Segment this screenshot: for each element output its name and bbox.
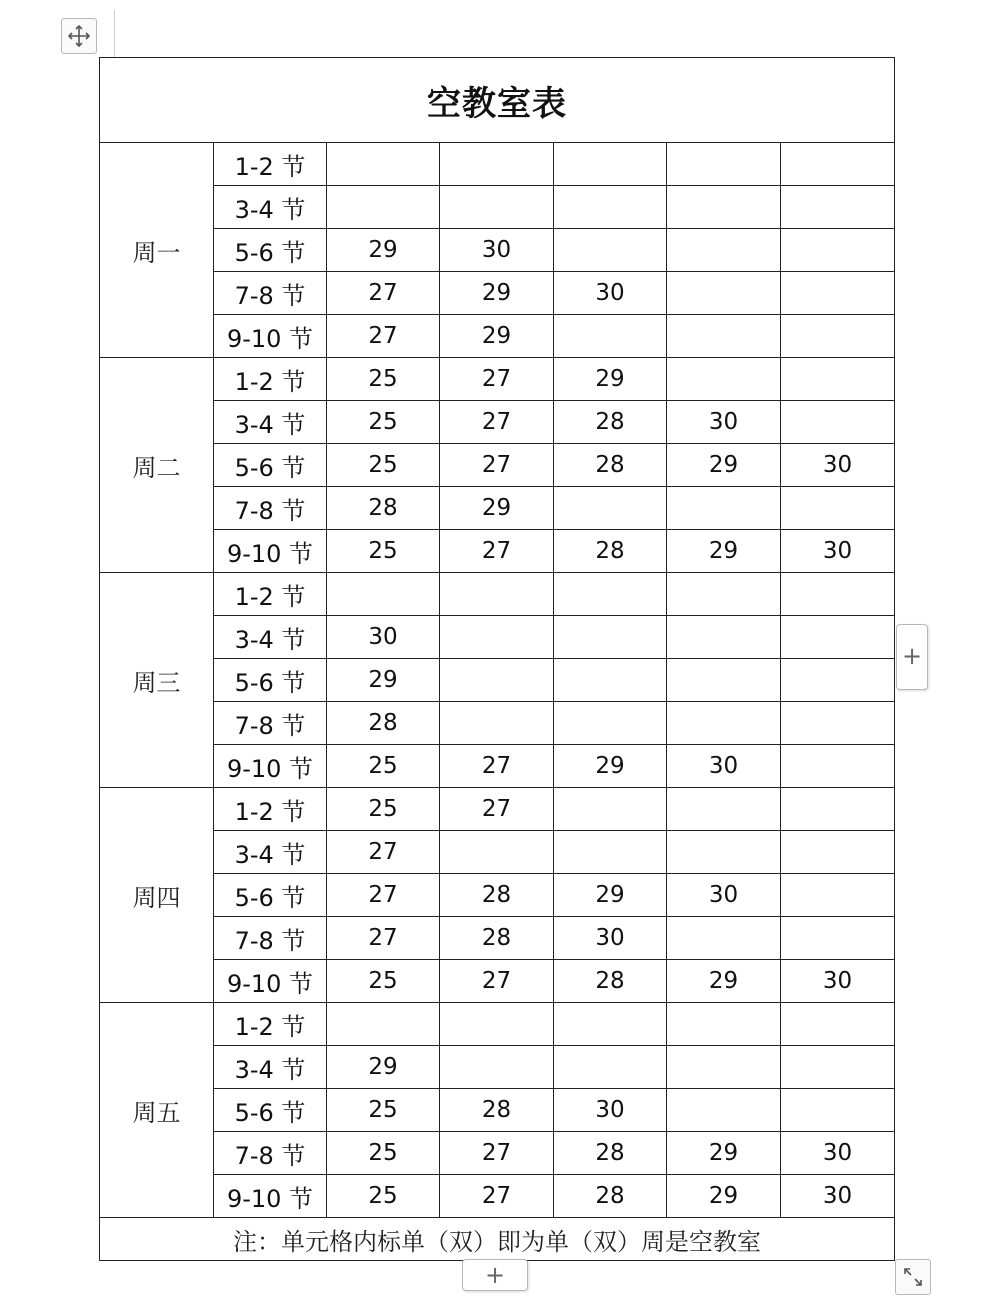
- room-cell[interactable]: [781, 272, 895, 315]
- room-cell[interactable]: 25: [327, 358, 440, 401]
- table-row: [100, 272, 895, 315]
- period-label[interactable]: 7-8 节: [214, 702, 327, 745]
- room-cell[interactable]: [440, 1046, 554, 1089]
- room-cell[interactable]: 29: [667, 444, 781, 487]
- room-cell[interactable]: [440, 1003, 554, 1046]
- table-row: [100, 487, 895, 530]
- room-cell[interactable]: [440, 573, 554, 616]
- room-cell[interactable]: [327, 1003, 440, 1046]
- room-cell[interactable]: [440, 702, 554, 745]
- resize-diagonal-icon: [902, 1266, 924, 1288]
- room-cell[interactable]: 29: [327, 1046, 440, 1089]
- table-row: [100, 315, 895, 358]
- room-cell[interactable]: 29: [667, 530, 781, 573]
- period-label[interactable]: 9-10 节: [214, 530, 327, 573]
- room-cell[interactable]: 28: [554, 1132, 667, 1175]
- room-cell[interactable]: [667, 186, 781, 229]
- room-cell[interactable]: 27: [440, 1132, 554, 1175]
- period-label[interactable]: 1-2 节: [214, 358, 327, 401]
- room-cell[interactable]: [781, 745, 895, 788]
- period-label[interactable]: 5-6 节: [214, 229, 327, 272]
- day-label[interactable]: 周一: [100, 143, 214, 358]
- room-cell[interactable]: [667, 1046, 781, 1089]
- period-label[interactable]: 1-2 节: [214, 573, 327, 616]
- room-cell[interactable]: 29: [667, 1175, 781, 1218]
- room-cell[interactable]: 30: [554, 272, 667, 315]
- table-row: [100, 1175, 895, 1218]
- room-cell[interactable]: 30: [440, 229, 554, 272]
- table-row: [100, 874, 895, 917]
- room-cell[interactable]: 29: [327, 659, 440, 702]
- room-cell[interactable]: [667, 702, 781, 745]
- period-label[interactable]: 9-10 节: [214, 315, 327, 358]
- room-cell[interactable]: [554, 702, 667, 745]
- room-cell[interactable]: 27: [440, 745, 554, 788]
- room-cell[interactable]: [554, 831, 667, 874]
- room-cell[interactable]: 28: [554, 401, 667, 444]
- room-cell[interactable]: 27: [440, 444, 554, 487]
- period-label[interactable]: 3-4 节: [214, 1046, 327, 1089]
- room-cell[interactable]: [554, 659, 667, 702]
- room-cell[interactable]: 30: [667, 401, 781, 444]
- room-cell[interactable]: 25: [327, 745, 440, 788]
- period-label[interactable]: 3-4 节: [214, 831, 327, 874]
- room-cell[interactable]: [667, 1003, 781, 1046]
- table-row: [100, 960, 895, 1003]
- room-cell[interactable]: 29: [440, 272, 554, 315]
- room-cell[interactable]: [781, 186, 895, 229]
- add-row-button[interactable]: [462, 1259, 528, 1291]
- room-cell[interactable]: [667, 659, 781, 702]
- room-cell[interactable]: [667, 788, 781, 831]
- day-label[interactable]: 周三: [100, 573, 214, 788]
- room-cell[interactable]: 27: [327, 917, 440, 960]
- period-label[interactable]: 5-6 节: [214, 444, 327, 487]
- period-label[interactable]: 7-8 节: [214, 917, 327, 960]
- room-cell[interactable]: 27: [327, 272, 440, 315]
- room-cell[interactable]: 27: [440, 358, 554, 401]
- room-cell[interactable]: 29: [440, 487, 554, 530]
- room-cell[interactable]: 27: [327, 831, 440, 874]
- room-cell[interactable]: [667, 229, 781, 272]
- table-move-handle[interactable]: [61, 18, 97, 54]
- room-cell[interactable]: [554, 616, 667, 659]
- room-cell[interactable]: [667, 358, 781, 401]
- period-label[interactable]: 3-4 节: [214, 616, 327, 659]
- room-cell[interactable]: 27: [327, 315, 440, 358]
- room-cell[interactable]: [667, 573, 781, 616]
- room-cell[interactable]: 25: [327, 788, 440, 831]
- room-cell[interactable]: [781, 315, 895, 358]
- table-row: [100, 573, 895, 616]
- plus-icon: +: [901, 642, 923, 670]
- room-cell[interactable]: 30: [781, 444, 895, 487]
- move-arrows-icon: [67, 24, 91, 48]
- room-cell[interactable]: [667, 831, 781, 874]
- room-cell[interactable]: [781, 487, 895, 530]
- room-cell[interactable]: 28: [554, 960, 667, 1003]
- room-cell[interactable]: 25: [327, 444, 440, 487]
- period-label[interactable]: 7-8 节: [214, 487, 327, 530]
- room-cell[interactable]: [781, 401, 895, 444]
- table-note[interactable]: 注：单元格内标单（双）即为单（双）周是空教室: [100, 1218, 895, 1261]
- room-cell[interactable]: 27: [440, 960, 554, 1003]
- room-cell[interactable]: 28: [554, 444, 667, 487]
- room-cell[interactable]: 27: [327, 874, 440, 917]
- room-cell[interactable]: 30: [781, 1175, 895, 1218]
- room-cell[interactable]: [667, 917, 781, 960]
- table-row: [100, 616, 895, 659]
- room-cell[interactable]: 25: [327, 1089, 440, 1132]
- room-cell[interactable]: 25: [327, 960, 440, 1003]
- room-cell[interactable]: 30: [781, 530, 895, 573]
- room-cell[interactable]: 27: [440, 788, 554, 831]
- note-row: [100, 1218, 895, 1261]
- room-cell[interactable]: 29: [554, 874, 667, 917]
- room-cell[interactable]: [781, 917, 895, 960]
- room-cell[interactable]: 25: [327, 401, 440, 444]
- table-row: [100, 1132, 895, 1175]
- period-label[interactable]: 1-2 节: [214, 143, 327, 186]
- room-cell[interactable]: [781, 616, 895, 659]
- room-cell[interactable]: [667, 272, 781, 315]
- room-cell[interactable]: [781, 358, 895, 401]
- room-cell[interactable]: [781, 788, 895, 831]
- room-cell[interactable]: [554, 186, 667, 229]
- table-row: [100, 659, 895, 702]
- table-row: [100, 831, 895, 874]
- table-row: [100, 745, 895, 788]
- room-cell[interactable]: [440, 659, 554, 702]
- period-label[interactable]: 3-4 节: [214, 401, 327, 444]
- table-row: [100, 401, 895, 444]
- room-cell[interactable]: [554, 487, 667, 530]
- period-label[interactable]: 1-2 节: [214, 1003, 327, 1046]
- room-cell[interactable]: [554, 1046, 667, 1089]
- room-cell[interactable]: [781, 702, 895, 745]
- table-row: [100, 530, 895, 573]
- room-cell[interactable]: [781, 143, 895, 186]
- table-title[interactable]: 空教室表: [100, 58, 895, 143]
- room-cell[interactable]: 25: [327, 1132, 440, 1175]
- room-cell[interactable]: [327, 573, 440, 616]
- period-label[interactable]: 9-10 节: [214, 960, 327, 1003]
- period-label[interactable]: 5-6 节: [214, 1089, 327, 1132]
- period-label[interactable]: 7-8 节: [214, 1132, 327, 1175]
- period-label[interactable]: 7-8 节: [214, 272, 327, 315]
- room-cell[interactable]: 27: [440, 530, 554, 573]
- room-cell[interactable]: [554, 573, 667, 616]
- room-cell[interactable]: 28: [554, 530, 667, 573]
- room-cell[interactable]: [327, 186, 440, 229]
- day-label[interactable]: 周四: [100, 788, 214, 1003]
- room-cell[interactable]: 27: [440, 401, 554, 444]
- room-cell[interactable]: [781, 229, 895, 272]
- room-cell[interactable]: 29: [667, 1132, 781, 1175]
- table-row: [100, 917, 895, 960]
- room-cell[interactable]: [440, 186, 554, 229]
- room-cell[interactable]: 28: [440, 917, 554, 960]
- room-cell[interactable]: 27: [440, 1175, 554, 1218]
- table-row: [100, 1089, 895, 1132]
- add-column-button[interactable]: [896, 624, 928, 690]
- room-cell[interactable]: [554, 315, 667, 358]
- room-cell[interactable]: 29: [554, 358, 667, 401]
- room-cell[interactable]: 29: [554, 745, 667, 788]
- room-cell[interactable]: 30: [554, 1089, 667, 1132]
- room-cell[interactable]: 30: [781, 960, 895, 1003]
- plus-icon: +: [484, 1261, 506, 1289]
- room-cell[interactable]: 28: [327, 487, 440, 530]
- room-cell[interactable]: [667, 143, 781, 186]
- period-label[interactable]: 9-10 节: [214, 1175, 327, 1218]
- room-cell[interactable]: [781, 659, 895, 702]
- table-row: [100, 1046, 895, 1089]
- table-row: [100, 143, 895, 186]
- room-cell[interactable]: [781, 874, 895, 917]
- room-cell[interactable]: 28: [554, 1175, 667, 1218]
- room-cell[interactable]: 28: [440, 1089, 554, 1132]
- column-guide-line: [114, 10, 115, 58]
- room-cell[interactable]: [667, 315, 781, 358]
- room-cell[interactable]: [781, 1046, 895, 1089]
- room-cell[interactable]: [781, 831, 895, 874]
- table-resize-handle[interactable]: [895, 1259, 931, 1295]
- table-row: [100, 186, 895, 229]
- room-cell[interactable]: [667, 1089, 781, 1132]
- room-cell[interactable]: [440, 616, 554, 659]
- room-cell[interactable]: [667, 487, 781, 530]
- table-row: [100, 444, 895, 487]
- room-cell[interactable]: 28: [327, 702, 440, 745]
- room-cell[interactable]: [781, 573, 895, 616]
- room-cell[interactable]: [440, 831, 554, 874]
- room-cell[interactable]: 30: [667, 874, 781, 917]
- room-cell[interactable]: 25: [327, 1175, 440, 1218]
- room-cell[interactable]: 28: [440, 874, 554, 917]
- room-cell[interactable]: 25: [327, 530, 440, 573]
- empty-classroom-table: [99, 57, 895, 1261]
- table-row: [100, 788, 895, 831]
- table-row: [100, 702, 895, 745]
- period-label[interactable]: 9-10 节: [214, 745, 327, 788]
- period-label[interactable]: 5-6 节: [214, 874, 327, 917]
- room-cell[interactable]: 29: [327, 229, 440, 272]
- room-cell[interactable]: [781, 1003, 895, 1046]
- room-cell[interactable]: 30: [327, 616, 440, 659]
- room-cell[interactable]: [554, 143, 667, 186]
- day-label[interactable]: 周五: [100, 1003, 214, 1218]
- day-label[interactable]: 周二: [100, 358, 214, 573]
- room-cell[interactable]: 29: [667, 960, 781, 1003]
- room-cell[interactable]: 29: [440, 315, 554, 358]
- period-label[interactable]: 1-2 节: [214, 788, 327, 831]
- room-cell[interactable]: [781, 1089, 895, 1132]
- room-cell[interactable]: 30: [667, 745, 781, 788]
- room-cell[interactable]: 30: [554, 917, 667, 960]
- period-label[interactable]: 5-6 节: [214, 659, 327, 702]
- room-cell[interactable]: [554, 788, 667, 831]
- period-label[interactable]: 3-4 节: [214, 186, 327, 229]
- room-cell[interactable]: [667, 616, 781, 659]
- table-row: [100, 358, 895, 401]
- table-row: [100, 229, 895, 272]
- room-cell[interactable]: 30: [781, 1132, 895, 1175]
- room-cell[interactable]: [554, 229, 667, 272]
- room-cell[interactable]: [440, 143, 554, 186]
- room-cell[interactable]: [554, 1003, 667, 1046]
- table-row: [100, 1003, 895, 1046]
- room-cell[interactable]: [327, 143, 440, 186]
